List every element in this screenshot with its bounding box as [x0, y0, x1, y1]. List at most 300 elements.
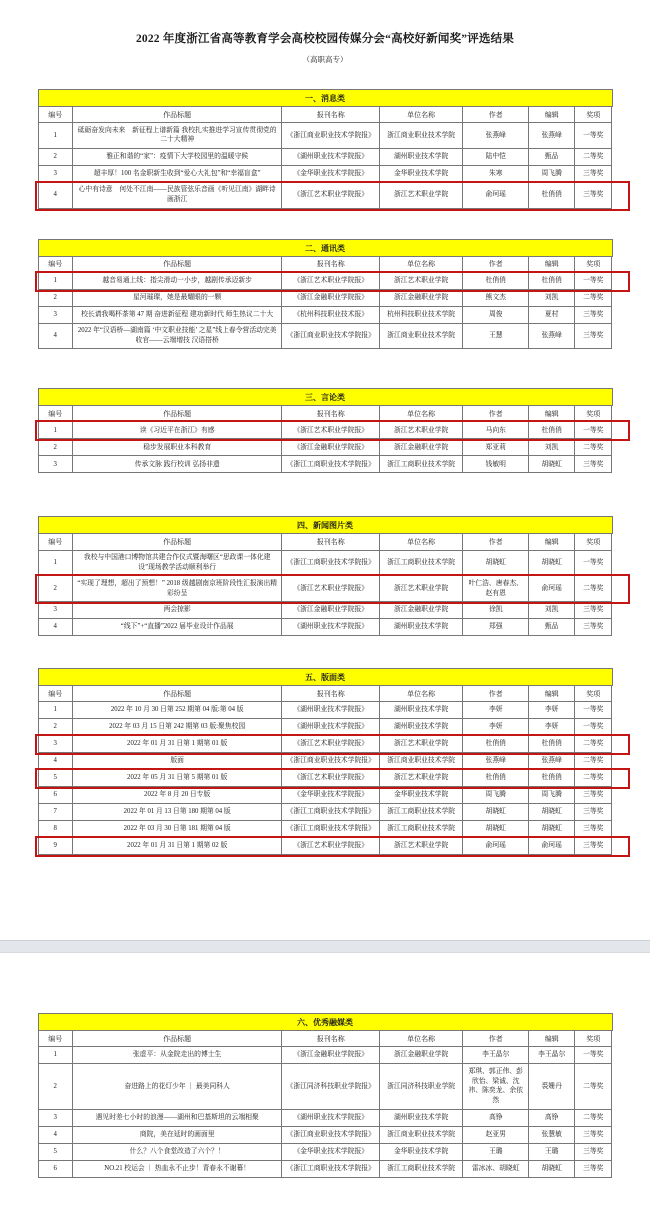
table-cell: 张燕峰 — [529, 324, 575, 350]
table-row — [39, 149, 613, 166]
table-cell: 4 — [39, 183, 73, 209]
table-cell: 浙江商业职业技术学院 — [380, 753, 463, 770]
table-cell: 《浙江工商职业技术学院报》 — [282, 1161, 380, 1178]
table-cell: 版面 — [73, 753, 283, 770]
table-cell: 遇见时差七小时的浪漫——湖州和巴基斯坦的云端相聚 — [73, 1110, 283, 1127]
table-cell: 3 — [39, 456, 73, 473]
table-cell: 2 — [39, 290, 73, 307]
table-cell: 陆中恺 — [463, 149, 529, 166]
table-cell: 三等奖 — [575, 456, 612, 473]
table-cell: 叶仁浩、唐春杰、赵有恩 — [463, 576, 529, 602]
table-cell: 浙江同济科技职业学院 — [380, 1064, 463, 1109]
section-title: 一、消息类 — [39, 90, 613, 107]
table-cell: 湖州职业技术学院 — [380, 1110, 463, 1127]
table-cell: 张慧敏 — [529, 1127, 575, 1144]
table-cell: 二等奖 — [575, 770, 612, 787]
page-title: 2022 年度浙江省高等教育学会高校校园传媒分会“高校好新闻奖”评选结果 — [135, 33, 515, 45]
table-cell: “线下”+“直播”2022 届毕业设计作品展 — [73, 619, 283, 636]
table-cell: 《浙江金融职业学院报》 — [282, 290, 380, 307]
table-body — [39, 702, 613, 855]
table-section-feature — [38, 239, 613, 350]
table-cell: 刘凯 — [529, 290, 575, 307]
column-header: 编号 — [39, 107, 73, 123]
table-cell: 1 — [39, 422, 73, 439]
table-cell: 《金华职业技术学院报》 — [282, 1144, 380, 1161]
table-cell: 浙江金融职业学院 — [380, 1047, 463, 1064]
table-cell: 三等奖 — [575, 183, 612, 209]
table-cell: 一等奖 — [575, 422, 612, 439]
table-cell: 传承文脉 践行校训 弘扬非遗 — [73, 456, 283, 473]
column-header: 单位名称 — [380, 534, 463, 550]
table-cell: 湖州职业技术学院 — [380, 702, 463, 719]
table-row — [39, 602, 613, 619]
table-row — [39, 619, 613, 636]
column-header: 单位名称 — [380, 1031, 463, 1047]
table-cell: 胡晓虹 — [529, 821, 575, 838]
column-header: 编号 — [39, 257, 73, 273]
column-header: 作者 — [463, 1031, 529, 1047]
table-cell: 浙江艺术职业学院 — [380, 273, 463, 290]
table-cell: 金华职业技术学院 — [380, 166, 463, 183]
table-row — [39, 439, 613, 456]
table-cell: 雅正和谐的“家”：疫情下大学校园里的温暖守候 — [73, 149, 283, 166]
table-cell: 杭州科技职业技术学院 — [380, 307, 463, 324]
table-cell: 湖州职业技术学院 — [380, 719, 463, 736]
table-cell: 金华职业技术学院 — [380, 787, 463, 804]
table-cell: 奋进路上的花灯少年 ｜ 最美同科人 — [73, 1064, 283, 1109]
table-cell: 三等奖 — [575, 602, 612, 619]
table-cell: 胡晓虹 — [463, 551, 529, 577]
table-cell: 周俊 — [463, 307, 529, 324]
column-header: 报刊名称 — [282, 257, 380, 273]
table-cell: 杜俏俏 — [529, 770, 575, 787]
column-header-row — [39, 107, 613, 123]
table-cell: 2022 年 05 月 31 日第 5 期第 01 版 — [73, 770, 283, 787]
table-row — [39, 324, 613, 350]
table-cell: 《浙江金融职业学院报》 — [282, 439, 380, 456]
section-title: 四、新闻图片类 — [39, 517, 613, 534]
table-cell: 三等奖 — [575, 619, 612, 636]
table-cell: 张虚平：从金院走出的博士生 — [73, 1047, 283, 1064]
section-title: 六、优秀融媒类 — [39, 1014, 613, 1031]
table-cell: 2 — [39, 1064, 73, 1109]
table-cell: 6 — [39, 1161, 73, 1178]
table-cell: 钱敏明 — [463, 456, 529, 473]
table-cell: 周飞腾 — [529, 787, 575, 804]
table-cell: 胡晓虹 — [529, 456, 575, 473]
table-cell: 5 — [39, 1144, 73, 1161]
table-cell: 赵亚男 — [463, 1127, 529, 1144]
table-cell: 杜俏俏 — [529, 422, 575, 439]
column-header: 作品标题 — [73, 107, 283, 123]
table-cell: 朱寒 — [463, 166, 529, 183]
table-cell: 二等奖 — [575, 1110, 612, 1127]
column-header: 编号 — [39, 1031, 73, 1047]
table-row — [39, 422, 613, 439]
table-cell: 浙江金融职业学院 — [380, 602, 463, 619]
table-cell: 三等奖 — [575, 324, 612, 350]
table-cell: 《浙江艺术职业学院报》 — [282, 838, 380, 855]
table-cell: 超丰厚！100 名金职新生收到“爱心大礼包”和“幸福盲盒” — [73, 166, 283, 183]
table-cell: 郑强 — [463, 619, 529, 636]
column-header: 报刊名称 — [282, 107, 380, 123]
table-cell: 二等奖 — [575, 149, 612, 166]
table-cell: 高铮 — [529, 1110, 575, 1127]
table-row — [39, 290, 613, 307]
table-body — [39, 123, 613, 208]
column-header: 单位名称 — [380, 686, 463, 702]
table-cell: 《浙江艺术职业学院报》 — [282, 273, 380, 290]
table-cell: 张燕峰 — [529, 123, 575, 149]
table-row — [39, 1127, 613, 1144]
table-cell: 2022 年 01 月 31 日第 1 期第 02 版 — [73, 838, 283, 855]
table-cell: 4 — [39, 619, 73, 636]
column-header: 奖项 — [575, 534, 612, 550]
table-cell: “实现了理想，超出了预想！” 2018 级越剧南京班阶段性汇报演出精彩纷呈 — [73, 576, 283, 602]
table-cell: 俞珂瑶 — [529, 576, 575, 602]
table-row — [39, 576, 613, 602]
table-cell: 3 — [39, 602, 73, 619]
table-cell: 3 — [39, 307, 73, 324]
table-cell: 《浙江艺术职业学院报》 — [282, 736, 380, 753]
table-cell: 周飞腾 — [463, 787, 529, 804]
table-cell: NO.21 校运会 ｜ 热血永不止步！青春永不谢幕！ — [73, 1161, 283, 1178]
table-cell: 浙江艺术职业学院 — [380, 183, 463, 209]
column-header: 单位名称 — [380, 107, 463, 123]
table-cell: 《浙江工商职业技术学院报》 — [282, 821, 380, 838]
table-section-photo — [38, 516, 613, 636]
table-cell: 杜俏俏 — [529, 736, 575, 753]
table-cell: 裘姗丹 — [529, 1064, 575, 1109]
table-row — [39, 1161, 613, 1178]
table-cell: 杜俏俏 — [529, 183, 575, 209]
column-header: 编辑 — [529, 686, 575, 702]
table-cell: 稳步发展职业本科教育 — [73, 439, 283, 456]
table-cell: 3 — [39, 736, 73, 753]
table-cell: 杜俏俏 — [463, 736, 529, 753]
table-cell: 一等奖 — [575, 1047, 612, 1064]
table-cell: 高铮 — [463, 1110, 529, 1127]
table-body — [39, 551, 613, 636]
table-cell: 俞珂瑶 — [463, 183, 529, 209]
table-cell: 张燕峰 — [463, 123, 529, 149]
table-cell: 刘凯 — [529, 602, 575, 619]
table-cell: 俞珂瑶 — [463, 838, 529, 855]
table-cell: 二等奖 — [575, 576, 612, 602]
table-cell: 什么？八个食堂改造了六个？！ — [73, 1144, 283, 1161]
table-cell: 胡晓虹 — [529, 1161, 575, 1178]
column-header: 作者 — [463, 107, 529, 123]
table-cell: 《湖州职业技术学院报》 — [282, 1110, 380, 1127]
table-cell: 《浙江艺术职业学院报》 — [282, 183, 380, 209]
column-header: 作品标题 — [73, 534, 283, 550]
table-row — [39, 1144, 613, 1161]
column-header: 奖项 — [575, 107, 612, 123]
table-cell: 1 — [39, 273, 73, 290]
table-cell: 胡晓虹 — [463, 821, 529, 838]
table-cell: 《浙江商业职业技术学院报》 — [282, 1127, 380, 1144]
page-break-separator — [0, 940, 650, 953]
table-row — [39, 719, 613, 736]
column-header: 报刊名称 — [282, 406, 380, 422]
table-row — [39, 273, 613, 290]
table-cell: 《金华职业技术学院报》 — [282, 166, 380, 183]
table-cell: 李妍 — [529, 702, 575, 719]
table-cell: 李王晶尔 — [529, 1047, 575, 1064]
table-cell: 《浙江同济科技职业学院报》 — [282, 1064, 380, 1109]
table-cell: 湖州职业技术学院 — [380, 149, 463, 166]
table-cell: 刘凯 — [529, 439, 575, 456]
table-cell: 2022 年 03 月 15 日第 242 期第 03 版:聚焦校园 — [73, 719, 283, 736]
table-cell: 浙江商业职业技术学院 — [380, 1127, 463, 1144]
table-cell: 8 — [39, 821, 73, 838]
column-header-row — [39, 534, 613, 550]
table-cell: 1 — [39, 123, 73, 149]
table-cell: 1 — [39, 702, 73, 719]
table-cell: 三等奖 — [575, 1144, 612, 1161]
column-header: 单位名称 — [380, 406, 463, 422]
table-row — [39, 123, 613, 149]
table-cell: 一等奖 — [575, 551, 612, 577]
column-header: 作者 — [463, 686, 529, 702]
table-cell: 熊文杰 — [463, 290, 529, 307]
column-header: 作品标题 — [73, 686, 283, 702]
column-header: 作者 — [463, 257, 529, 273]
table-cell: 浙江艺术职业学院 — [380, 736, 463, 753]
table-body — [39, 1047, 613, 1177]
column-header: 编辑 — [529, 257, 575, 273]
table-cell: 三等奖 — [575, 787, 612, 804]
table-cell: 王璐 — [529, 1144, 575, 1161]
column-header-row — [39, 406, 613, 422]
table-section-commentary — [38, 388, 613, 473]
table-row — [39, 166, 613, 183]
table-cell: 三等奖 — [575, 307, 612, 324]
table-cell: 4 — [39, 753, 73, 770]
table-cell: 星河璀璨，她是最耀眼的一颗 — [73, 290, 283, 307]
table-row — [39, 1110, 613, 1127]
column-header: 单位名称 — [380, 257, 463, 273]
column-header: 奖项 — [575, 257, 612, 273]
table-cell: 浙江金融职业学院 — [380, 290, 463, 307]
table-cell: 心中有诗意 何处不江南——民族管弦乐音画《听见江南》湖畔诗画浙江 — [73, 183, 283, 209]
table-cell: 6 — [39, 787, 73, 804]
table-cell: 《湖州职业技术学院报》 — [282, 719, 380, 736]
table-cell: 《湖州职业技术学院报》 — [282, 702, 380, 719]
table-cell: 2022 年 10 月 30 日第 252 期第 04 版:第 04 版 — [73, 702, 283, 719]
table-cell: 浙江工商职业技术学院 — [380, 821, 463, 838]
table-row — [39, 307, 613, 324]
table-cell: 《湖州职业技术学院报》 — [282, 619, 380, 636]
table-cell: 3 — [39, 166, 73, 183]
table-cell: 浙江工商职业技术学院 — [380, 804, 463, 821]
table-cell: 越音易通上线：指尖滑动一小步，越剧传承迈新步 — [73, 273, 283, 290]
table-cell: 1 — [39, 1047, 73, 1064]
table-cell: 浙江艺术职业学院 — [380, 576, 463, 602]
table-cell: 三等奖 — [575, 166, 612, 183]
column-header: 作者 — [463, 406, 529, 422]
column-header: 报刊名称 — [282, 686, 380, 702]
column-header: 作品标题 — [73, 406, 283, 422]
table-cell: 三等奖 — [575, 1161, 612, 1178]
section-title: 三、言论类 — [39, 389, 613, 406]
table-cell: 杜俏俏 — [529, 273, 575, 290]
table-cell: 2 — [39, 719, 73, 736]
table-cell: 徐凯 — [463, 602, 529, 619]
table-cell: 李妍 — [463, 719, 529, 736]
table-cell: 张燕峰 — [529, 753, 575, 770]
table-cell: 2022 年“汉语桥—湖南篇 ‘中文职业技能’ 之星”线上春令营活动完美收官——云端增技 汉语搭桥 — [73, 324, 283, 350]
table-cell: 王慧 — [463, 324, 529, 350]
table-cell: 三等奖 — [575, 821, 612, 838]
table-cell: 2022 年 01 月 13 日第 180 期第 04 版 — [73, 804, 283, 821]
table-section-news — [38, 89, 613, 209]
table-cell: 二等奖 — [575, 439, 612, 456]
table-cell: 读《习近平在浙江》有感 — [73, 422, 283, 439]
table-cell: 李妍 — [529, 719, 575, 736]
table-row — [39, 1047, 613, 1064]
table-cell: 《浙江工商职业技术学院报》 — [282, 804, 380, 821]
table-cell: 二等奖 — [575, 290, 612, 307]
table-cell: 9 — [39, 838, 73, 855]
table-cell: 《浙江艺术职业学院报》 — [282, 422, 380, 439]
table-row — [39, 770, 613, 787]
column-header: 奖项 — [575, 1031, 612, 1047]
table-row — [39, 1064, 613, 1109]
table-cell: 5 — [39, 770, 73, 787]
column-header: 奖项 — [575, 406, 612, 422]
column-header-row — [39, 257, 613, 273]
table-cell: 二等奖 — [575, 1064, 612, 1109]
table-cell: 二等奖 — [575, 753, 612, 770]
table-cell: 二等奖 — [575, 736, 612, 753]
table-cell: 马向东 — [463, 422, 529, 439]
table-cell: 郑琪、郭正伟、彭欣怡、梁诚、沈祎、陈奕龙、余依然 — [463, 1064, 529, 1109]
table-cell: 甄品 — [529, 619, 575, 636]
table-cell: 三等奖 — [575, 1127, 612, 1144]
table-section-newmedia — [38, 1013, 613, 1178]
table-cell: 《杭州科技职业技术报》 — [282, 307, 380, 324]
table-cell: 雷冰冰、胡晓虹 — [463, 1161, 529, 1178]
column-header: 编辑 — [529, 534, 575, 550]
table-cell: 三等奖 — [575, 804, 612, 821]
table-cell: 2 — [39, 149, 73, 166]
column-header: 作者 — [463, 534, 529, 550]
table-cell: 湖州职业技术学院 — [380, 619, 463, 636]
table-cell: 2022 年 8 月 20 日专版 — [73, 787, 283, 804]
table-cell: 两会掠影 — [73, 602, 283, 619]
table-cell: 《浙江艺术职业学院报》 — [282, 576, 380, 602]
table-row — [39, 838, 613, 855]
column-header: 编辑 — [529, 1031, 575, 1047]
table-row — [39, 753, 613, 770]
table-cell: 浙江艺术职业学院 — [380, 838, 463, 855]
table-row — [39, 551, 613, 577]
table-row — [39, 787, 613, 804]
column-header: 编号 — [39, 686, 73, 702]
table-cell: 2 — [39, 576, 73, 602]
table-cell: 校长请我喝杯茶第 47 期 奋进新征程 建功新时代 师生热议二十大 — [73, 307, 283, 324]
table-cell: 金华职业技术学院 — [380, 1144, 463, 1161]
table-cell: 胡晓虹 — [529, 551, 575, 577]
table-cell: 胡晓虹 — [529, 804, 575, 821]
table-row — [39, 821, 613, 838]
table-cell: 砥砺奋发向未来 新征程上谱新篇 我校扎实推进学习宣传贯彻党的二十大精神 — [73, 123, 283, 149]
table-cell: 2 — [39, 439, 73, 456]
section-title: 五、版面类 — [39, 669, 613, 686]
table-row — [39, 702, 613, 719]
table-cell: 甄品 — [529, 149, 575, 166]
column-header: 编号 — [39, 534, 73, 550]
table-cell: 1 — [39, 551, 73, 577]
table-cell: 浙江工商职业技术学院 — [380, 456, 463, 473]
table-body — [39, 422, 613, 473]
table-cell: 夏村 — [529, 307, 575, 324]
table-cell: 4 — [39, 1127, 73, 1144]
column-header: 报刊名称 — [282, 534, 380, 550]
table-section-layout — [38, 668, 613, 855]
table-cell: 浙江金融职业学院 — [380, 439, 463, 456]
table-cell: 《浙江商业职业技术学院报》 — [282, 753, 380, 770]
table-row — [39, 183, 613, 209]
table-cell: 《浙江商业职业技术学院报》 — [282, 123, 380, 149]
column-header: 编辑 — [529, 107, 575, 123]
table-cell: 《浙江工商职业技术学院报》 — [282, 551, 380, 577]
column-header-row — [39, 686, 613, 702]
column-header: 作品标题 — [73, 1031, 283, 1047]
column-header: 编辑 — [529, 406, 575, 422]
table-cell: 一等奖 — [575, 719, 612, 736]
table-cell: 商院，美在延时的画面里 — [73, 1127, 283, 1144]
table-body — [39, 273, 613, 350]
table-cell: 浙江艺术职业学院 — [380, 422, 463, 439]
table-cell: 浙江工商职业技术学院 — [380, 1161, 463, 1178]
table-cell: 浙江商业职业技术学院 — [380, 324, 463, 350]
table-cell: 《浙江金融职业学院报》 — [282, 602, 380, 619]
table-cell: 一等奖 — [575, 702, 612, 719]
table-cell: 杜俏俏 — [463, 770, 529, 787]
table-cell: 《浙江金融职业学院报》 — [282, 1047, 380, 1064]
table-cell: 《浙江商业职业技术学院报》 — [282, 324, 380, 350]
table-cell: 3 — [39, 1110, 73, 1127]
table-row — [39, 804, 613, 821]
table-row — [39, 736, 613, 753]
table-cell: 一等奖 — [575, 273, 612, 290]
table-cell: 4 — [39, 324, 73, 350]
column-header-row — [39, 1031, 613, 1047]
column-header: 奖项 — [575, 686, 612, 702]
table-cell: 《湖州职业技术学院报》 — [282, 149, 380, 166]
table-cell: 一等奖 — [575, 123, 612, 149]
column-header: 报刊名称 — [282, 1031, 380, 1047]
table-cell: 《金华职业技术学院报》 — [282, 787, 380, 804]
table-cell: 2022 年 03 月 30 日第 181 期第 04 版 — [73, 821, 283, 838]
column-header: 作品标题 — [73, 257, 283, 273]
page-subtitle: （高职高专） — [302, 55, 348, 64]
table-cell: 郑亚莉 — [463, 439, 529, 456]
table-cell: 杜俏俏 — [463, 273, 529, 290]
table-cell: 胡晓虹 — [463, 804, 529, 821]
table-cell: 2022 年 01 月 31 日第 1 期第 01 版 — [73, 736, 283, 753]
table-cell: 李王晶尔 — [463, 1047, 529, 1064]
section-title: 二、通讯类 — [39, 240, 613, 257]
table-row — [39, 456, 613, 473]
table-cell: 我校与中国港口博物馆共建合作仪式暨海曙区“思政课一体化建设”现场教学活动顺利举行 — [73, 551, 283, 577]
table-cell: 俞珂瑶 — [529, 838, 575, 855]
table-cell: 《浙江艺术职业学院报》 — [282, 770, 380, 787]
table-cell: 《浙江工商职业技术学院报》 — [282, 456, 380, 473]
table-cell: 三等奖 — [575, 838, 612, 855]
